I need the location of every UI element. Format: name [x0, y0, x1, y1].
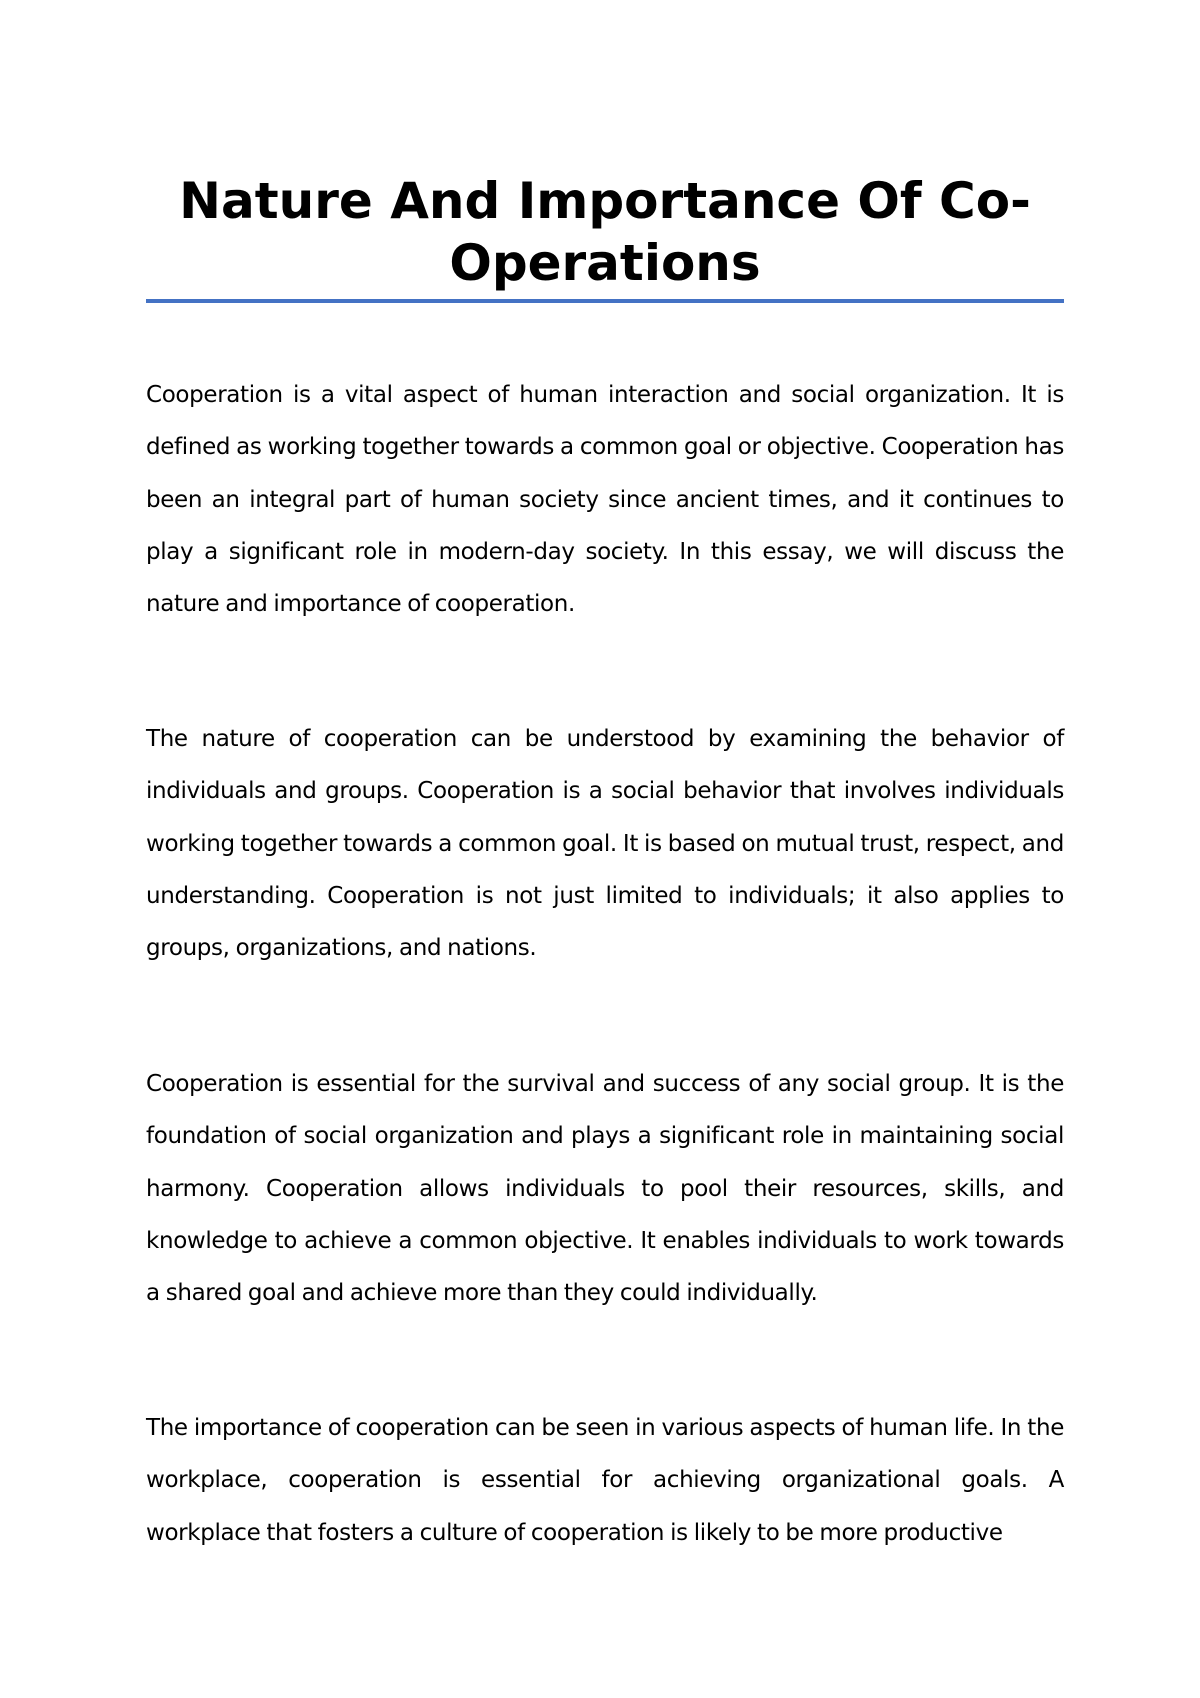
paragraph-4: The importance of cooperation can be seen in various aspects of human life. In the workplace, cooperation is essential for achieving organizational goals. A workplace that fosters a culture of cooperation is likely to be more productive: [146, 1415, 1064, 1546]
document-title: Nature And Importance Of Co-Operations: [179, 172, 1031, 292]
paragraph-2: The nature of cooperation can be understood by examining the behavior of individuals and groups. Cooperation is a social behavior that involves individuals working together towards a common goal. It is based on mutual trust, respect, and understanding. Cooperation is not just limited to individuals; it also applies to groups, organizations, and nations.: [146, 726, 1064, 962]
title-underline-rule: [146, 299, 1064, 303]
paragraph-1: Cooperation is a vital aspect of human interaction and social organization. It is defined as working together towards a common goal or objective. Cooperation has been an integral part of human society since ancient times, and it continues to play a significant role in modern-day society. In this essay, we will discuss the nature and importance of cooperation.: [146, 382, 1064, 618]
paragraph-3: Cooperation is essential for the survival and success of any social group. It is the foundation of social organization and plays a significant role in maintaining social harmony. Cooperation allows individuals to pool their resources, skills, and knowledge to achieve a common objective. It enables individuals to work towards a shared goal and achieve more than they could individually.: [146, 1071, 1064, 1307]
